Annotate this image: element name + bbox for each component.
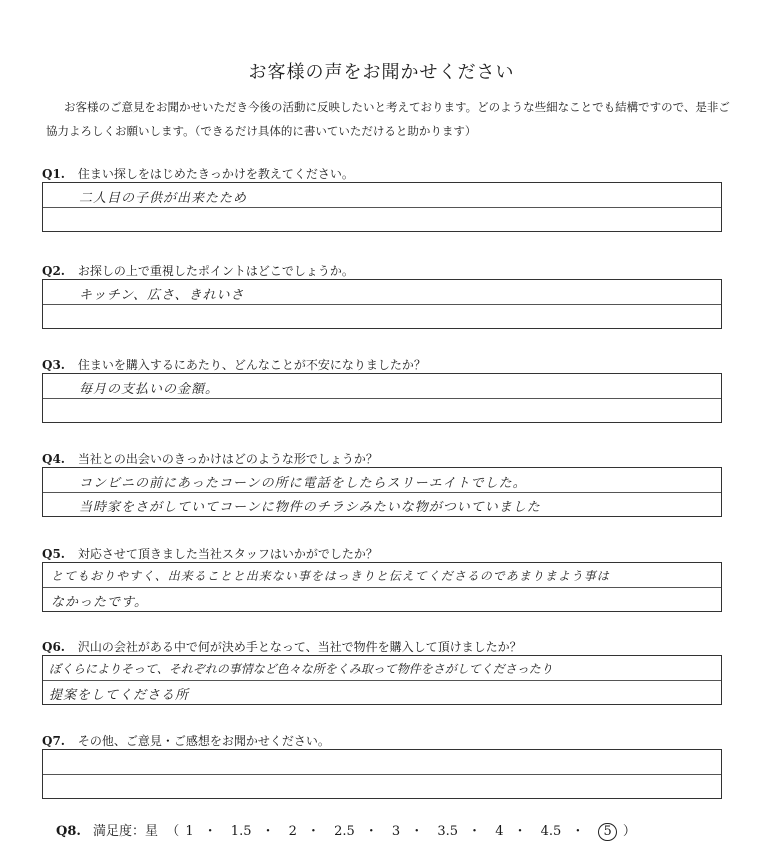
line-divider	[43, 587, 721, 588]
rating-option-5-selected[interactable]: 5	[598, 823, 616, 841]
page-title: お客様の声をお聞かせください	[248, 62, 515, 83]
line-divider	[43, 680, 721, 681]
rating-option-3-5[interactable]: 3.5	[437, 824, 459, 839]
handwritten-answer-line-1: コンビニの前にあったコーンの所に電話をしたらスリーエイトでした。	[79, 476, 527, 491]
question-number: Q1.	[42, 167, 65, 181]
handwritten-answer-line-1: 二人目の子供が出来たため	[79, 191, 248, 206]
answer-box-1[interactable]	[42, 182, 722, 232]
answer-box-4[interactable]	[42, 467, 722, 517]
question-6	[42, 638, 522, 655]
answer-box-3[interactable]	[42, 373, 722, 423]
separator: ・	[306, 824, 320, 839]
handwritten-answer-line-1: 毎月の支払いの金額。	[79, 382, 220, 397]
question-number: Q3.	[42, 358, 65, 372]
question-2	[42, 262, 354, 279]
question-text: 沢山の会社がある中で何が決め手となって、当社で物件を購入して頂けましたか？	[77, 640, 522, 654]
intro-text: お客様のご意見をお聞かせいただき今後の活動に反映したいと考えております。どのような些細なことでも結構ですので、是非ご協力よろしくお願いします。（できるだけ具体的に書いていただけると助かります）	[46, 100, 730, 138]
question-1	[42, 165, 354, 182]
open-paren: （	[166, 824, 180, 839]
rating-option-4-5[interactable]: 4.5	[540, 824, 562, 839]
question-5	[42, 545, 378, 562]
rating-option-1-5[interactable]: 1.5	[230, 824, 252, 839]
question-text: 当社との出会いのきっかけはどのような形でしょうか？	[77, 452, 378, 466]
handwritten-answer-line-2: 提案をしてくださる所	[49, 688, 190, 703]
question-3	[42, 356, 426, 373]
line-divider	[43, 304, 721, 305]
handwritten-answer-line-1: とてもおりやすく、出来ることと出来ない事をはっきりと伝えてくださるのであまりまよう事は	[51, 569, 610, 583]
rating-option-1[interactable]: 1	[185, 824, 194, 839]
question-text: 住まい探しをはじめたきっかけを教えてください。	[77, 167, 354, 181]
satisfaction-rating	[56, 820, 636, 841]
answer-box-2[interactable]	[42, 279, 722, 329]
rating-option-4[interactable]: 4	[495, 824, 504, 839]
question-4	[42, 450, 378, 467]
question-number: Q5.	[42, 547, 65, 561]
question-number: Q6.	[42, 640, 65, 654]
line-divider	[43, 398, 721, 399]
handwritten-answer-line-2: なかったです。	[51, 595, 148, 610]
line-divider	[43, 774, 721, 775]
separator: ・	[468, 824, 482, 839]
answer-box-7[interactable]	[42, 749, 722, 799]
separator: ・	[203, 824, 217, 839]
question-text: 対応させて頂きました当社スタッフはいかがでしたか？	[77, 547, 378, 561]
answer-box-5[interactable]	[42, 562, 722, 612]
rating-option-2-5[interactable]: 2.5	[334, 824, 355, 839]
question-number: Q2.	[42, 264, 65, 278]
line-divider	[43, 492, 721, 493]
separator: ・	[410, 824, 424, 839]
separator: ・	[261, 824, 275, 839]
rating-scale	[166, 824, 636, 839]
handwritten-answer-line-1: キッチン、広さ、きれいさ	[79, 288, 245, 303]
rating-option-2[interactable]: 2	[288, 824, 297, 839]
question-7	[42, 732, 330, 749]
handwritten-answer-line-2: 当時家をさがしていてコーンに物件のチラシみたいな物がついていました	[79, 500, 541, 515]
question-number: Q7.	[42, 734, 65, 748]
question-text: その他、ご意見・ご感想をお聞かせください。	[77, 734, 330, 748]
question-number: Q4.	[42, 452, 65, 466]
separator: ・	[364, 824, 378, 839]
handwritten-answer-line-1: ぼくらによりそって、それぞれの事情など色々な所をくみ取って物件をさがしてくださったり	[49, 662, 553, 676]
rating-option-3[interactable]: 3	[391, 824, 401, 839]
rating-label: 満足度：星	[93, 824, 159, 839]
close-paren: ）	[622, 824, 636, 839]
question-text: 住まいを購入するにあたり、どんなことが不安になりましたか？	[77, 358, 426, 372]
question-number: Q8.	[56, 824, 81, 839]
line-divider	[43, 207, 721, 208]
question-text: お探しの上で重視したポイントはどこでしょうか。	[77, 264, 354, 278]
answer-box-6[interactable]	[42, 655, 722, 705]
separator: ・	[513, 824, 527, 839]
separator: ・	[571, 824, 585, 839]
